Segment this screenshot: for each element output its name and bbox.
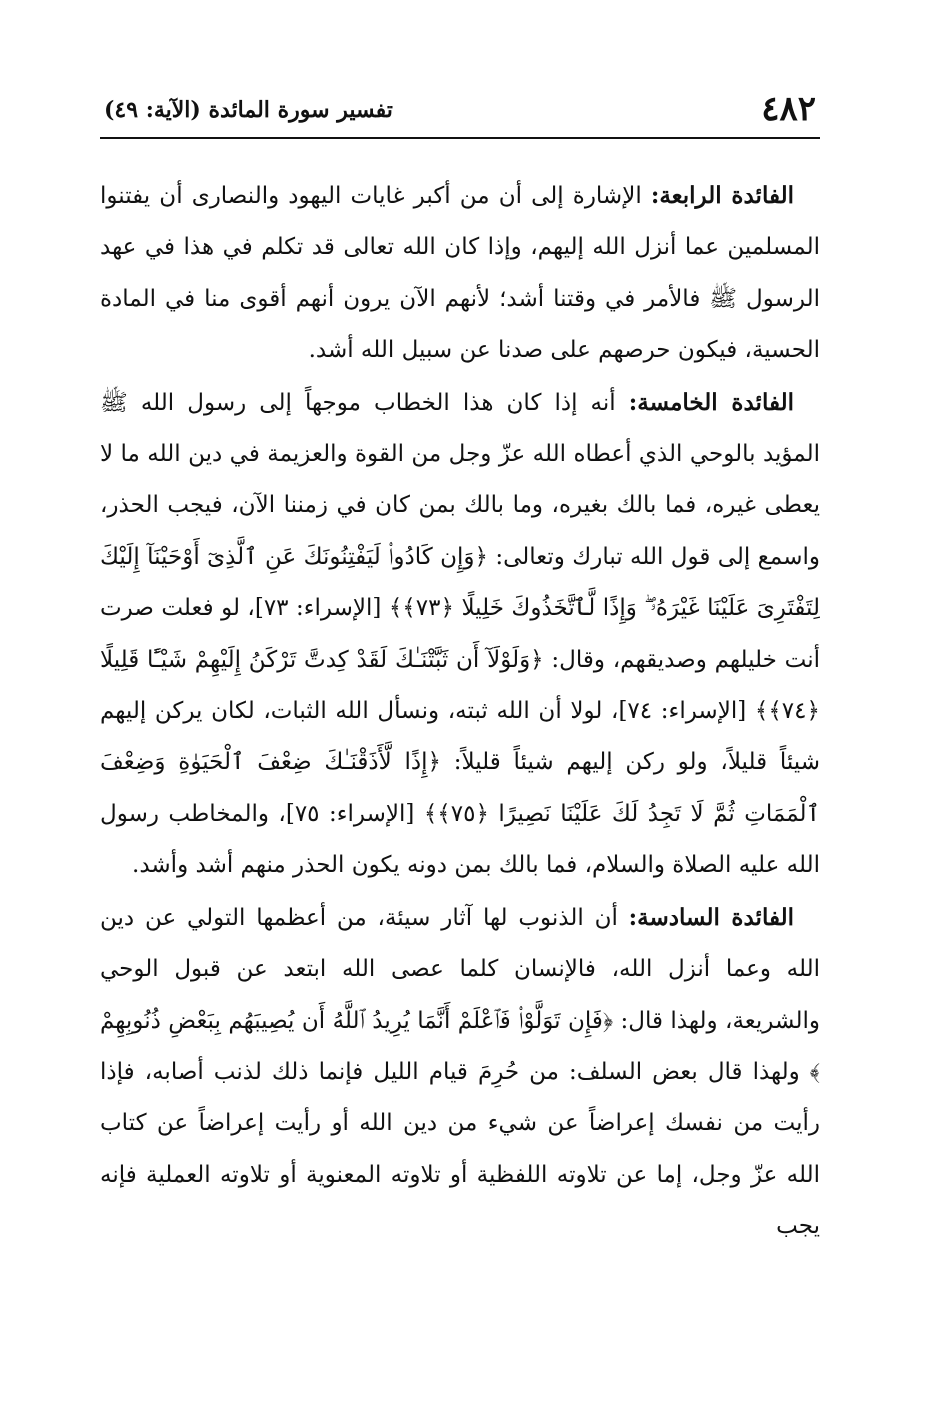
header-divider	[100, 137, 820, 139]
page-body	[100, 170, 820, 1330]
page-header	[100, 86, 820, 132]
paragraph-text: أن الذنوب لها آثار سيئة، من أعظمها التولي عن دين الله وعما أنزل الله، فالإنسان كلما عصى الله ابتعد عن قبول الوحي والشريعة، ولهذا قال: ﴿فَإِن تَوَلَّوْا۟ فَٱعْلَمْ أَنَّمَا يُرِيدُ ٱللَّهُ أَن يُصِيبَهُم بِبَعْضِ ذُنُوبِهِمْ ۗ﴾ ولهذا قال بعض السلف: من حُرِمَ قيام الليل فإنما ذلك لذنب أصابه، فإذا رأيت من نفسك إعراضاً عن شيء من دين الله أو رأيت إعراضاً عن كتاب الله عزّ وجل، إما عن تلاوته اللفظية أو تلاوته المعنوية أو تلاوته العملية فإنه يجب	[100, 904, 820, 1240]
paragraph-sixth-benefit	[100, 892, 820, 1253]
paragraph-fourth-benefit	[100, 170, 820, 377]
paragraph-fifth-benefit	[100, 377, 820, 892]
paragraph-text: أنه إذا كان هذا الخطاب موجهاً إلى رسول الله ﷺ المؤيد بالوحي الذي أعطاه الله عزّ وجل من القوة والعزيمة في دين الله ما لا يعطى غيره، فما بالك بغيره، وما بالك بمن كان في زمننا الآن، فيجب الحذر، واسمع إلى قول الله تبارك وتعالى: ﴿وَإِن كَادُوا۟ لَيَفْتِنُونَكَ عَنِ ٱلَّذِىٓ أَوْحَيْنَآ إِلَيْكَ لِتَفْتَرِىَ عَلَيْنَا غَيْرَهُۥ ۖ وَإِذًا لَّٱتَّخَذُوكَ خَلِيلًا ﴿٧٣﴾﴾ [الإسراء: ٧٣]، لو فعلت صرت أنت خليلهم وصديقهم، وقال: ﴿وَلَوْلَآ أَن ثَبَّتْنَـٰكَ لَقَدْ كِدتَّ تَرْكَنُ إِلَيْهِمْ شَيْـًٔا قَلِيلًا ﴿٧٤﴾﴾ [الإسراء: ٧٤]، لولا أن الله ثبته، ونسأل الله الثبات، لكان يركن إليهم شيئاً قليلاً، ولو ركن إليهم شيئاً قليلاً: ﴿إِذًا لَّأَذَقْنَـٰكَ ضِعْفَ ٱلْحَيَوٰةِ وَضِعْفَ ٱلْمَمَاتِ ثُمَّ لَا تَجِدُ لَكَ عَلَيْنَا نَصِيرًا ﴿٧٥﴾﴾ [الإسراء: ٧٥]، والمخاطب رسول الله عليه الصلاة والسلام، فما بالك بمن دونه يكون الحذر منهم أشد وأشد.	[100, 389, 820, 879]
paragraph-text: الإشارة إلى أن من أكبر غايات اليهود والنصارى أن يفتنوا المسلمين عما أنزل الله إليهم، وإذا كان الله تعالى قد تكلم في هذا في عهد الرسول ﷺ فالأمر في وقتنا أشد؛ لأنهم الآن يرون أنهم أقوى منا في المادة الحسية، فيكون حرصهم على صدنا عن سبيل الله أشد.	[100, 183, 820, 364]
page-number: ٤٨٢	[761, 89, 816, 129]
paragraph-heading: الفائدة السادسة:	[628, 903, 794, 931]
paragraph-heading: الفائدة الرابعة:	[650, 182, 794, 209]
paragraph-heading: الفائدة الخامسة:	[628, 388, 794, 416]
running-title: تفسير سورة المائدة (الآية: ٤٩)	[104, 97, 393, 123]
